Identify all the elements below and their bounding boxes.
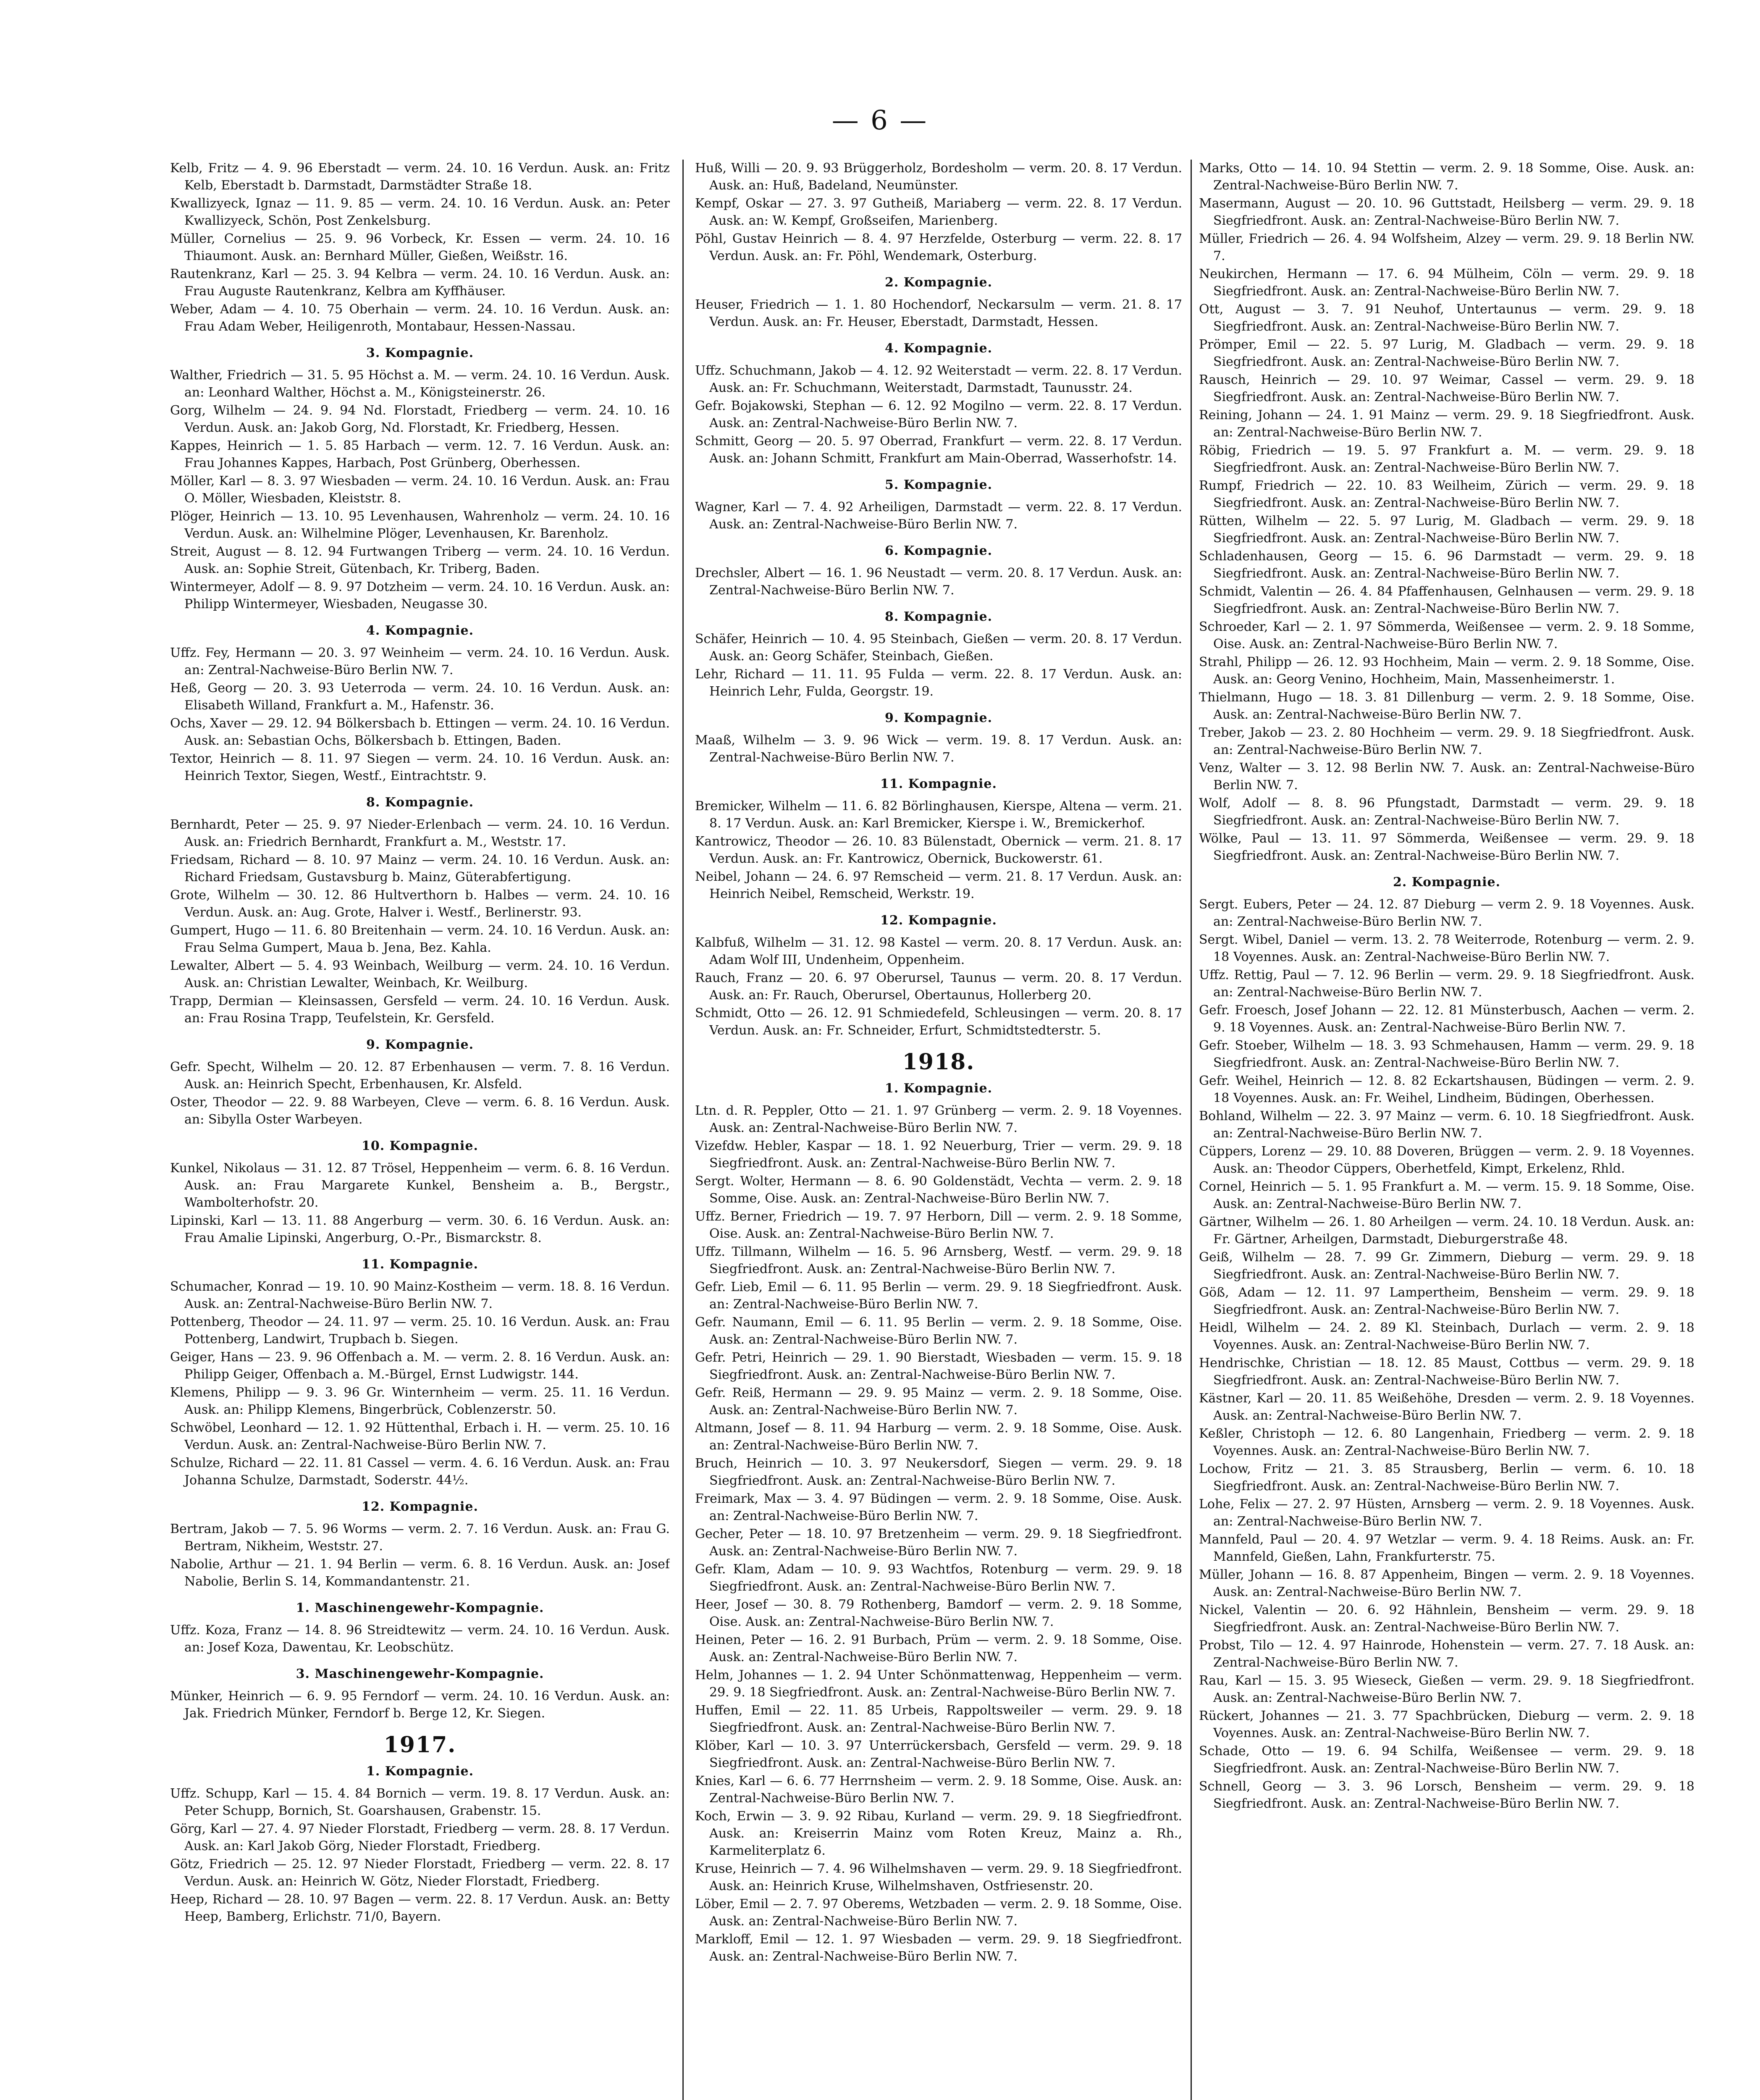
- year-heading: 1918.: [902, 1049, 975, 1075]
- company-heading: 4. Kompagnie.: [366, 623, 474, 638]
- company-heading: 10. Kompagnie.: [362, 1139, 478, 1153]
- page-number: — 6 —: [831, 105, 929, 136]
- roster-entry: Knies, Karl — 6. 6. 77 Herrnsheim — verm. 2. 9. 18 Somme, Oise. Ausk. an: Zentral-Nachweise-Büro Berlin NW. 7.: [695, 1774, 1182, 1806]
- roster-entry: Rauch, Franz — 20. 6. 97 Oberursel, Taunus — verm. 20. 8. 17 Verdun. Ausk. an: Fr. Rauch, Oberursel, Obertaunus, Hollerberg 20.: [695, 971, 1182, 1003]
- roster-entry: Gefr. Bojakowski, Stephan — 6. 12. 92 Mogilno — verm. 22. 8. 17 Verdun. Ausk. an: Zentral-Nachweise-Büro Berlin NW. 7.: [695, 399, 1182, 430]
- roster-entry: Bruch, Heinrich — 10. 3. 97 Neukersdorf, Siegen — verm. 29. 9. 18 Siegfriedfront. Ausk. an: Zentral-Nachweise-Büro Berlin NW. 7.: [695, 1456, 1182, 1488]
- company-heading: 8. Kompagnie.: [884, 609, 993, 624]
- roster-entry: Nabolie, Arthur — 21. 1. 94 Berlin — verm. 6. 8. 16 Verdun. Ausk. an: Josef Nabolie, Berlin S. 14, Kommandantenstr. 21.: [170, 1557, 670, 1589]
- roster-entry: Schmidt, Valentin — 26. 4. 84 Pfaffenhausen, Gelnhausen — verm. 29. 9. 18 Siegfriedfront. Ausk. an: Zentral-Nachweise-Büro Berlin NW. 7.: [1199, 584, 1694, 616]
- roster-entry: Oster, Theodor — 22. 9. 88 Warbeyen, Cleve — verm. 6. 8. 16 Verdun. Ausk. an: Sibylla Oster Warbeyen.: [170, 1095, 670, 1127]
- company-heading: 2. Kompagnie.: [884, 275, 993, 290]
- roster-entry: Gefr. Klam, Adam — 10. 9. 93 Wachtfos, Rotenburg — verm. 29. 9. 18 Siegfriedfront. Ausk. an: Zentral-Nachweise-Büro Berlin NW. 7.: [695, 1562, 1182, 1594]
- roster-entry: Probst, Tilo — 12. 4. 97 Hainrode, Hohenstein — verm. 27. 7. 18 Ausk. an: Zentral-Nachweise-Büro Berlin NW. 7.: [1199, 1638, 1694, 1670]
- roster-entry: Möller, Karl — 8. 3. 97 Wiesbaden — verm. 24. 10. 16 Verdun. Ausk. an: Frau O. Möller, Wiesbaden, Kleiststr. 8.: [170, 474, 670, 506]
- roster-entry: Friedsam, Richard — 8. 10. 97 Mainz — verm. 24. 10. 16 Verdun. Ausk. an: Richard Friedsam, Gustavsburg b. Mainz, Güterabfertigung.: [170, 853, 670, 885]
- roster-entry: Uffz. Koza, Franz — 14. 8. 96 Streidtewitz — verm. 24. 10. 16 Verdun. Ausk. an: Josef Koza, Dawentau, Kr. Leobschütz.: [170, 1623, 670, 1655]
- roster-entry: Gefr. Stoeber, Wilhelm — 18. 3. 93 Schmehausen, Hamm — verm. 29. 9. 18 Siegfriedfront. Ausk. an: Zentral-Nachweise-Büro Berlin NW. 7.: [1199, 1038, 1694, 1070]
- roster-entry: Grote, Wilhelm — 30. 12. 86 Hultverthorn b. Halbes — verm. 24. 10. 16 Verdun. Ausk. an: Aug. Grote, Halver i. Westf., Berlinerstr. 93.: [170, 888, 670, 920]
- roster-entry: Keßler, Christoph — 12. 6. 80 Langenhain, Friedberg — verm. 2. 9. 18 Voyennes. Ausk. an: Zentral-Nachweise-Büro Berlin NW. 7.: [1199, 1426, 1694, 1458]
- column-right: [1199, 160, 1694, 2100]
- roster-entry: Bernhardt, Peter — 25. 9. 97 Nieder-Erlenbach — verm. 24. 10. 16 Verdun. Ausk. an: Friedrich Bernhardt, Frankfurt a. M., Weststr. 17.: [170, 817, 670, 849]
- company-heading: 5. Kompagnie.: [884, 478, 993, 492]
- roster-entry: Hendrischke, Christian — 18. 12. 85 Maust, Cottbus — verm. 29. 9. 18 Siegfriedfront. Ausk. an: Zentral-Nachweise-Büro Berlin NW. 7.: [1199, 1356, 1694, 1388]
- company-heading: 1. Kompagnie.: [366, 1764, 474, 1779]
- roster-entry: Cüppers, Lorenz — 29. 10. 88 Doveren, Brüggen — verm. 2. 9. 18 Voyennes. Ausk. an: Theodor Cüppers, Oberhetfeld, Kimpt, Erkelenz, Rhld.: [1199, 1144, 1694, 1176]
- roster-entry: Kempf, Oskar — 27. 3. 97 Gutheiß, Mariaberg — verm. 22. 8. 17 Verdun. Ausk. an: W. Kempf, Großseifen, Marienberg.: [695, 196, 1182, 228]
- roster-entry: Bertram, Jakob — 7. 5. 96 Worms — verm. 2. 7. 16 Verdun. Ausk. an: Frau G. Bertram, Nikheim, Weststr. 27.: [170, 1522, 670, 1554]
- roster-entry: Klöber, Karl — 10. 3. 97 Unterrückersbach, Gersfeld — verm. 29. 9. 18 Siegfriedfront. Ausk. an: Zentral-Nachweise-Büro Berlin NW. 7.: [695, 1738, 1182, 1770]
- roster-entry: Kappes, Heinrich — 1. 5. 85 Harbach — verm. 12. 7. 16 Verdun. Ausk. an: Frau Johannes Kappes, Harbach, Post Grünberg, Oberhessen.: [170, 438, 670, 470]
- roster-entry: Sergt. Wolter, Hermann — 8. 6. 90 Goldenstädt, Vechta — verm. 2. 9. 18 Somme, Oise. Ausk. an: Zentral-Nachweise-Büro Berlin NW. 7.: [695, 1174, 1182, 1206]
- roster-entry: Heuser, Friedrich — 1. 1. 80 Hochendorf, Neckarsulm — verm. 21. 8. 17 Verdun. Ausk. an: Fr. Heuser, Eberstadt, Darmstadt, Hessen.: [695, 297, 1182, 329]
- roster-entry: Plöger, Heinrich — 13. 10. 95 Levenhausen, Wahrenholz — verm. 24. 10. 16 Verdun. Ausk. an: Wilhelmine Plöger, Levenhausen, Kr. Barenholz.: [170, 509, 670, 541]
- roster-entry: Freimark, Max — 3. 4. 97 Büdingen — verm. 2. 9. 18 Somme, Oise. Ausk. an: Zentral-Nachweise-Büro Berlin NW. 7.: [695, 1491, 1182, 1523]
- roster-entry: Streit, August — 8. 12. 94 Furtwangen Triberg — verm. 24. 10. 16 Verdun. Ausk. an: Sophie Streit, Gütenbach, Kr. Triberg, Baden.: [170, 544, 670, 576]
- roster-entry: Lehr, Richard — 11. 11. 95 Fulda — verm. 22. 8. 17 Verdun. Ausk. an: Heinrich Lehr, Fulda, Georgstr. 19.: [695, 667, 1182, 699]
- roster-entry: Gefr. Naumann, Emil — 6. 11. 95 Berlin — verm. 2. 9. 18 Somme, Oise. Ausk. an: Zentral-Nachweise-Büro Berlin NW. 7.: [695, 1315, 1182, 1347]
- roster-entry: Helm, Johannes — 1. 2. 94 Unter Schönmattenwag, Heppenheim — verm. 29. 9. 18 Siegfriedfront. Ausk. an: Zentral-Nachweise-Büro Berlin NW. 7.: [695, 1668, 1182, 1700]
- company-heading: 12. Kompagnie.: [880, 913, 997, 928]
- roster-entry: Gorg, Wilhelm — 24. 9. 94 Nd. Florstadt, Friedberg — verm. 24. 10. 16 Verdun. Ausk. an: Jakob Gorg, Nd. Florstadt, Kr. Friedberg, Hessen.: [170, 403, 670, 435]
- roster-entry: Pöhl, Gustav Heinrich — 8. 4. 97 Herzfelde, Osterburg — verm. 22. 8. 17 Verdun. Ausk. an: Fr. Pöhl, Wendemark, Osterburg.: [695, 231, 1182, 263]
- roster-entry: Gefr. Weihel, Heinrich — 12. 8. 82 Eckartshausen, Büdingen — verm. 2. 9. 18 Voyennes. Ausk. an: Fr. Weihel, Lindheim, Büdingen, Oberhessen.: [1199, 1074, 1694, 1105]
- roster-entry: Gärtner, Wilhelm — 26. 1. 80 Arheilgen — verm. 24. 10. 18 Verdun. Ausk. an: Fr. Gärtner, Arheilgen, Darmstadt, Dieburgerstraße 48.: [1199, 1215, 1694, 1247]
- roster-entry: Geiß, Wilhelm — 28. 7. 99 Gr. Zimmern, Dieburg — verm. 29. 9. 18 Siegfriedfront. Ausk. an: Zentral-Nachweise-Büro Berlin NW. 7.: [1199, 1250, 1694, 1282]
- roster-entry: Schmidt, Otto — 26. 12. 91 Schmiedefeld, Schleusingen — verm. 20. 8. 17 Verdun. Ausk. an: Fr. Schneider, Erfurt, Schmidtstedterstr. 5.: [695, 1006, 1182, 1038]
- roster-entry: Müller, Cornelius — 25. 9. 96 Vorbeck, Kr. Essen — verm. 24. 10. 16 Thiaumont. Ausk. an: Bernhard Müller, Gießen, Weißstr. 16.: [170, 231, 670, 263]
- column-left: [170, 160, 670, 2100]
- roster-entry: Heer, Josef — 30. 8. 79 Rothenberg, Bamdorf — verm. 2. 9. 18 Somme, Oise. Ausk. an: Zentral-Nachweise-Büro Berlin NW. 7.: [695, 1597, 1182, 1629]
- column-middle: [695, 160, 1182, 2100]
- company-heading: 1. Maschinengewehr-Kompagnie.: [296, 1601, 544, 1615]
- roster-entry: Ochs, Xaver — 29. 12. 94 Bölkersbach b. Ettingen — verm. 24. 10. 16 Verdun. Ausk. an: Sebastian Ochs, Bölkersbach b. Ettingen, Baden.: [170, 716, 670, 748]
- roster-entry: Gefr. Petri, Heinrich — 29. 1. 90 Bierstadt, Wiesbaden — verm. 15. 9. 18 Siegfriedfront. Ausk. an: Zentral-Nachweise-Büro Berlin NW. 7.: [695, 1350, 1182, 1382]
- roster-entry: Lochow, Fritz — 21. 3. 85 Strausberg, Berlin — verm. 6. 10. 18 Siegfriedfront. Ausk. an: Zentral-Nachweise-Büro Berlin NW. 7.: [1199, 1462, 1694, 1494]
- roster-entry: Klemens, Philipp — 9. 3. 96 Gr. Winternheim — verm. 25. 11. 16 Verdun. Ausk. an: Philipp Klemens, Bingerbrück, Coblenzerstr. 50.: [170, 1385, 670, 1417]
- roster-entry: Walther, Friedrich — 31. 5. 95 Höchst a. M. — verm. 24. 10. 16 Verdun. Ausk. an: Leonhard Walther, Höchst a. M., Königsteinerstr. 26.: [170, 368, 670, 400]
- roster-entry: Heinen, Peter — 16. 2. 91 Burbach, Prüm — verm. 2. 9. 18 Somme, Oise. Ausk. an: Zentral-Nachweise-Büro Berlin NW. 7.: [695, 1633, 1182, 1664]
- roster-entry: Vizefdw. Hebler, Kaspar — 18. 1. 92 Neuerburg, Trier — verm. 29. 9. 18 Siegfriedfront. Ausk. an: Zentral-Nachweise-Büro Berlin NW. 7.: [695, 1139, 1182, 1171]
- roster-entry: Gefr. Froesch, Josef Johann — 22. 12. 81 Münsterbusch, Aachen — verm. 2. 9. 18 Voyennes. Ausk. an: Zentral-Nachweise-Büro Berlin NW. 7.: [1199, 1003, 1694, 1035]
- roster-entry: Ltn. d. R. Peppler, Otto — 21. 1. 97 Grünberg — verm. 2. 9. 18 Voyennes. Ausk. an: Zentral-Nachweise-Büro Berlin NW. 7.: [695, 1103, 1182, 1135]
- roster-entry: Markloff, Emil — 12. 1. 97 Wiesbaden — verm. 29. 9. 18 Siegfriedfront. Ausk. an: Zentral-Nachweise-Büro Berlin NW. 7.: [695, 1932, 1182, 1964]
- roster-entry: Münker, Heinrich — 6. 9. 95 Ferndorf — verm. 24. 10. 16 Verdun. Ausk. an: Jak. Friedrich Münker, Ferndorf b. Berge 12, Kr. Siegen.: [170, 1689, 670, 1721]
- roster-entry: Huß, Willi — 20. 9. 93 Brüggerholz, Bordesholm — verm. 20. 8. 17 Verdun. Ausk. an: Huß, Badeland, Neumünster.: [695, 161, 1182, 193]
- column-divider: [682, 160, 684, 2100]
- roster-entry: Sergt. Eubers, Peter — 24. 12. 87 Dieburg — verm 2. 9. 18 Voyennes. Ausk. an: Zentral-Nachweise-Büro Berlin NW. 7.: [1199, 897, 1694, 929]
- roster-entry: Drechsler, Albert — 16. 1. 96 Neustadt — verm. 20. 8. 17 Verdun. Ausk. an: Zentral-Nachweise-Büro Berlin NW. 7.: [695, 566, 1182, 598]
- roster-entry: Koch, Erwin — 3. 9. 92 Ribau, Kurland — verm. 29. 9. 18 Siegfriedfront. Ausk. an: Kreiserrin Mainz vom Roten Kreuz, Mainz a. Rh., Karmeliterplatz 6.: [695, 1809, 1182, 1858]
- roster-entry: Wolf, Adolf — 8. 8. 96 Pfungstadt, Darmstadt — verm. 29. 9. 18 Siegfriedfront. Ausk. an: Zentral-Nachweise-Büro Berlin NW. 7.: [1199, 796, 1694, 828]
- roster-entry: Maaß, Wilhelm — 3. 9. 96 Wick — verm. 19. 8. 17 Verdun. Ausk. an: Zentral-Nachweise-Büro Berlin NW. 7.: [695, 733, 1182, 765]
- roster-entry: Heidl, Wilhelm — 24. 2. 89 Kl. Steinbach, Durlach — verm. 2. 9. 18 Voyennes. Ausk. an: Zentral-Nachweise-Büro Berlin NW. 7.: [1199, 1320, 1694, 1352]
- roster-entry: Müller, Friedrich — 26. 4. 94 Wolfsheim, Alzey — verm. 29. 9. 18 Berlin NW. 7.: [1199, 231, 1694, 263]
- company-heading: 1. Kompagnie.: [884, 1081, 993, 1096]
- roster-entry: Uffz. Schuchmann, Jakob — 4. 12. 92 Weiterstadt — verm. 22. 8. 17 Verdun. Ausk. an: Fr. Schuchmann, Weiterstadt, Darmstadt, Taunusstr. 24.: [695, 363, 1182, 395]
- company-heading: 8. Kompagnie.: [366, 795, 474, 810]
- roster-entry: Huffen, Emil — 22. 11. 85 Urbeis, Rappoltsweiler — verm. 29. 9. 18 Siegfriedfront. Ausk. an: Zentral-Nachweise-Büro Berlin NW. 7.: [695, 1703, 1182, 1735]
- roster-entry: Schade, Otto — 19. 6. 94 Schilfa, Weißensee — verm. 29. 9. 18 Siegfriedfront. Ausk. an: Zentral-Nachweise-Büro Berlin NW. 7.: [1199, 1744, 1694, 1776]
- roster-entry: Reining, Johann — 24. 1. 91 Mainz — verm. 29. 9. 18 Siegfriedfront. Ausk. an: Zentral-Nachweise-Büro Berlin NW. 7.: [1199, 408, 1694, 440]
- roster-entry: Schäfer, Heinrich — 10. 4. 95 Steinbach, Gießen — verm. 20. 8. 17 Verdun. Ausk. an: Georg Schäfer, Steinbach, Gießen.: [695, 632, 1182, 664]
- roster-entry: Gecher, Peter — 18. 10. 97 Bretzenheim — verm. 29. 9. 18 Siegfriedfront. Ausk. an: Zentral-Nachweise-Büro Berlin NW. 7.: [695, 1527, 1182, 1559]
- company-heading: 12. Kompagnie.: [362, 1499, 478, 1514]
- company-heading: 9. Kompagnie.: [884, 711, 993, 725]
- roster-entry: Masermann, August — 20. 10. 96 Guttstadt, Heilsberg — verm. 29. 9. 18 Siegfriedfront. Ausk. an: Zentral-Nachweise-Büro Berlin NW. 7.: [1199, 196, 1694, 228]
- roster-entry: Uffz. Tillmann, Wilhelm — 16. 5. 96 Arnsberg, Westf. — verm. 29. 9. 18 Siegfriedfront. Ausk. an: Zentral-Nachweise-Büro Berlin NW. 7.: [695, 1244, 1182, 1276]
- roster-entry: Heep, Richard — 28. 10. 97 Bagen — verm. 22. 8. 17 Verdun. Ausk. an: Betty Heep, Bamberg, Erlichstr. 71/0, Bayern.: [170, 1892, 670, 1924]
- company-heading: 11. Kompagnie.: [880, 777, 997, 791]
- roster-entry: Löber, Emil — 2. 7. 97 Oberems, Wetzbaden — verm. 2. 9. 18 Somme, Oise. Ausk. an: Zentral-Nachweise-Büro Berlin NW. 7.: [695, 1897, 1182, 1929]
- roster-entry: Cornel, Heinrich — 5. 1. 95 Frankfurt a. M. — verm. 15. 9. 18 Somme, Oise. Ausk. an: Zentral-Nachweise-Büro Berlin NW. 7.: [1199, 1179, 1694, 1211]
- company-heading: 11. Kompagnie.: [362, 1257, 478, 1272]
- roster-entry: Götz, Friedrich — 25. 12. 97 Nieder Florstadt, Friedberg — verm. 22. 8. 17 Verdun. Ausk. an: Heinrich W. Götz, Nieder Florstadt, Friedberg.: [170, 1857, 670, 1889]
- roster-entry: Schmitt, Georg — 20. 5. 97 Oberrad, Frankfurt — verm. 22. 8. 17 Verdun. Ausk. an: Johann Schmitt, Frankfurt am Main-Oberrad, Wasserhofstr. 14.: [695, 434, 1182, 466]
- roster-entry: Rausch, Heinrich — 29. 10. 97 Weimar, Cassel — verm. 29. 9. 18 Siegfriedfront. Ausk. an: Zentral-Nachweise-Büro Berlin NW. 7.: [1199, 373, 1694, 404]
- roster-entry: Uffz. Fey, Hermann — 20. 3. 97 Weinheim — verm. 24. 10. 16 Verdun. Ausk. an: Zentral-Nachweise-Büro Berlin NW. 7.: [170, 646, 670, 677]
- roster-entry: Schnell, Georg — 3. 3. 96 Lorsch, Bensheim — verm. 29. 9. 18 Siegfriedfront. Ausk. an: Zentral-Nachweise-Büro Berlin NW. 7.: [1199, 1779, 1694, 1811]
- roster-entry: Görg, Karl — 27. 4. 97 Nieder Florstadt, Friedberg — verm. 28. 8. 17 Verdun. Ausk. an: Karl Jakob Görg, Nieder Florstadt, Friedberg.: [170, 1822, 670, 1853]
- roster-entry: Schumacher, Konrad — 19. 10. 90 Mainz-Kostheim — verm. 18. 8. 16 Verdun. Ausk. an: Zentral-Nachweise-Büro Berlin NW. 7.: [170, 1279, 670, 1311]
- roster-entry: Schulze, Richard — 22. 11. 81 Cassel — verm. 4. 6. 16 Verdun. Ausk. an: Frau Johanna Schulze, Darmstadt, Soderstr. 44½.: [170, 1456, 670, 1488]
- company-heading: 4. Kompagnie.: [884, 341, 993, 356]
- roster-entry: Wölke, Paul — 13. 11. 97 Sömmerda, Weißensee — verm. 29. 9. 18 Siegfriedfront. Ausk. an: Zentral-Nachweise-Büro Berlin NW. 7.: [1199, 831, 1694, 863]
- roster-entry: Sergt. Wibel, Daniel — verm. 13. 2. 78 Weiterrode, Rotenburg — verm. 2. 9. 18 Voyennes. Ausk. an: Zentral-Nachweise-Büro Berlin NW. 7.: [1199, 932, 1694, 964]
- roster-entry: Neukirchen, Hermann — 17. 6. 94 Mülheim, Cöln — verm. 29. 9. 18 Siegfriedfront. Ausk. an: Zentral-Nachweise-Büro Berlin NW. 7.: [1199, 267, 1694, 299]
- roster-entry: Altmann, Josef — 8. 11. 94 Harburg — verm. 2. 9. 18 Somme, Oise. Ausk. an: Zentral-Nachweise-Büro Berlin NW. 7.: [695, 1421, 1182, 1453]
- roster-entry: Trapp, Dermian — Kleinsassen, Gersfeld — verm. 24. 10. 16 Verdun. Ausk. an: Frau Rosina Trapp, Teufelstein, Kr. Gersfeld.: [170, 994, 670, 1026]
- roster-entry: Lohe, Felix — 27. 2. 97 Hüsten, Arnsberg — verm. 2. 9. 18 Voyennes. Ausk. an: Zentral-Nachweise-Büro Berlin NW. 7.: [1199, 1497, 1694, 1529]
- roster-entry: Gumpert, Hugo — 11. 6. 80 Breitenhain — verm. 24. 10. 16 Verdun. Ausk. an: Frau Selma Gumpert, Maua b. Jena, Bez. Kahla.: [170, 923, 670, 955]
- roster-entry: Gefr. Reiß, Hermann — 29. 9. 95 Mainz — verm. 2. 9. 18 Somme, Oise. Ausk. an: Zentral-Nachweise-Büro Berlin NW. 7.: [695, 1386, 1182, 1418]
- roster-entry: Pottenberg, Theodor — 24. 11. 97 — verm. 25. 10. 16 Verdun. Ausk. an: Frau Pottenberg, Landwirt, Trupbach b. Siegen.: [170, 1315, 670, 1347]
- roster-entry: Wagner, Karl — 7. 4. 92 Arheiligen, Darmstadt — verm. 22. 8. 17 Verdun. Ausk. an: Zentral-Nachweise-Büro Berlin NW. 7.: [695, 500, 1182, 532]
- roster-entry: Schladenhausen, Georg — 15. 6. 96 Darmstadt — verm. 29. 9. 18 Siegfriedfront. Ausk. an: Zentral-Nachweise-Büro Berlin NW. 7.: [1199, 549, 1694, 581]
- roster-entry: Neibel, Johann — 24. 6. 97 Remscheid — verm. 21. 8. 17 Verdun. Ausk. an: Heinrich Neibel, Remscheid, Werkstr. 19.: [695, 869, 1182, 901]
- roster-entry: Thielmann, Hugo — 18. 3. 81 Dillenburg — verm. 2. 9. 18 Somme, Oise. Ausk. an: Zentral-Nachweise-Büro Berlin NW. 7.: [1199, 690, 1694, 722]
- roster-entry: Kästner, Karl — 20. 11. 85 Weißehöhe, Dresden — verm. 2. 9. 18 Voyennes. Ausk. an: Zentral-Nachweise-Büro Berlin NW. 7.: [1199, 1391, 1694, 1423]
- roster-entry: Rumpf, Friedrich — 22. 10. 83 Weilheim, Zürich — verm. 29. 9. 18 Siegfriedfront. Ausk. an: Zentral-Nachweise-Büro Berlin NW. 7.: [1199, 478, 1694, 510]
- roster-entry: Heß, Georg — 20. 3. 93 Ueterroda — verm. 24. 10. 16 Verdun. Ausk. an: Elisabeth Willand, Frankfurt a. M., Hafenstr. 36.: [170, 681, 670, 713]
- roster-entry: Kruse, Heinrich — 7. 4. 96 Wilhelmshaven — verm. 29. 9. 18 Siegfriedfront. Ausk. an: Heinrich Kruse, Wilhelmshaven, Ostfriesenstr. 20.: [695, 1861, 1182, 1893]
- roster-entry: Marks, Otto — 14. 10. 94 Stettin — verm. 2. 9. 18 Somme, Oise. Ausk. an: Zentral-Nachweise-Büro Berlin NW. 7.: [1199, 161, 1694, 193]
- roster-entry: Kantrowicz, Theodor — 26. 10. 83 Bülenstadt, Obernick — verm. 21. 8. 17 Verdun. Ausk. an: Fr. Kantrowicz, Obernick, Buckowerstr. 61.: [695, 834, 1182, 866]
- roster-entry: Kwallizyeck, Ignaz — 11. 9. 85 — verm. 24. 10. 16 Verdun. Ausk. an: Peter Kwallizyeck, Schön, Post Zenkelsburg.: [170, 196, 670, 228]
- column-divider: [1191, 160, 1192, 2100]
- roster-entry: Uffz. Rettig, Paul — 7. 12. 96 Berlin — verm. 29. 9. 18 Siegfriedfront. Ausk. an: Zentral-Nachweise-Büro Berlin NW. 7.: [1199, 968, 1694, 1000]
- roster-entry: Schroeder, Karl — 2. 1. 97 Sömmerda, Weißensee — verm. 2. 9. 18 Somme, Oise. Ausk. an: Zentral-Nachweise-Büro Berlin NW. 7.: [1199, 620, 1694, 651]
- company-heading: 3. Maschinengewehr-Kompagnie.: [296, 1667, 544, 1681]
- roster-entry: Uffz. Berner, Friedrich — 19. 7. 97 Herborn, Dill — verm. 2. 9. 18 Somme, Oise. Ausk. an: Zentral-Nachweise-Büro Berlin NW. 7.: [695, 1209, 1182, 1241]
- year-heading: 1917.: [383, 1732, 456, 1758]
- roster-entry: Gefr. Lieb, Emil — 6. 11. 95 Berlin — verm. 29. 9. 18 Siegfriedfront. Ausk. an: Zentral-Nachweise-Büro Berlin NW. 7.: [695, 1280, 1182, 1312]
- roster-entry: Gefr. Specht, Wilhelm — 20. 12. 87 Erbenhausen — verm. 7. 8. 16 Verdun. Ausk. an: Heinrich Specht, Erbenhausen, Kr. Alsfeld.: [170, 1060, 670, 1092]
- roster-entry: Lewalter, Albert — 5. 4. 93 Weinbach, Weilburg — verm. 24. 10. 16 Verdun. Ausk. an: Christian Lewalter, Weinbach, Kr. Weilburg.: [170, 958, 670, 990]
- roster-entry: Geiger, Hans — 23. 9. 96 Offenbach a. M. — verm. 2. 8. 16 Verdun. Ausk. an: Philipp Geiger, Offenbach a. M.-Bürgel, Ernst Ludwigstr. 144.: [170, 1350, 670, 1382]
- company-heading: 6. Kompagnie.: [884, 543, 993, 558]
- roster-entry: Röbig, Friedrich — 19. 5. 97 Frankfurt a. M. — verm. 29. 9. 18 Siegfriedfront. Ausk. an: Zentral-Nachweise-Büro Berlin NW. 7.: [1199, 443, 1694, 475]
- company-heading: 2. Kompagnie.: [1393, 875, 1501, 890]
- roster-entry: Rautenkranz, Karl — 25. 3. 94 Kelbra — verm. 24. 10. 16 Verdun. Ausk. an: Frau Auguste Rautenkranz, Kelbra am Kyffhäuser.: [170, 267, 670, 299]
- roster-entry: Bohland, Wilhelm — 22. 3. 97 Mainz — verm. 6. 10. 18 Siegfriedfront. Ausk. an: Zentral-Nachweise-Büro Berlin NW. 7.: [1199, 1109, 1694, 1141]
- roster-entry: Rütten, Wilhelm — 22. 5. 97 Lurig, M. Gladbach — verm. 29. 9. 18 Siegfriedfront. Ausk. an: Zentral-Nachweise-Büro Berlin NW. 7.: [1199, 514, 1694, 546]
- roster-entry: Nickel, Valentin — 20. 6. 92 Hähnlein, Bensheim — verm. 29. 9. 18 Siegfriedfront. Ausk. an: Zentral-Nachweise-Büro Berlin NW. 7.: [1199, 1603, 1694, 1635]
- roster-entry: Textor, Heinrich — 8. 11. 97 Siegen — verm. 24. 10. 16 Verdun. Ausk. an: Heinrich Textor, Siegen, Westf., Eintrachtstr. 9.: [170, 751, 670, 783]
- roster-entry: Bremicker, Wilhelm — 11. 6. 82 Börlinghausen, Kierspe, Altena — verm. 21. 8. 17 Verdun. Ausk. an: Karl Bremicker, Kierspe i. W., Bremickerhof.: [695, 799, 1182, 831]
- roster-entry: Wintermeyer, Adolf — 8. 9. 97 Dotzheim — verm. 24. 10. 16 Verdun. Ausk. an: Philipp Wintermeyer, Wiesbaden, Neugasse 30.: [170, 580, 670, 612]
- roster-entry: Göß, Adam — 12. 11. 97 Lampertheim, Bensheim — verm. 29. 9. 18 Siegfriedfront. Ausk. an: Zentral-Nachweise-Büro Berlin NW. 7.: [1199, 1285, 1694, 1317]
- roster-entry: Treber, Jakob — 23. 2. 80 Hochheim — verm. 29. 9. 18 Siegfriedfront. Ausk. an: Zentral-Nachweise-Büro Berlin NW. 7.: [1199, 725, 1694, 757]
- company-heading: 3. Kompagnie.: [366, 346, 474, 360]
- roster-entry: Ott, August — 3. 7. 91 Neuhof, Untertaunus — verm. 29. 9. 18 Siegfriedfront. Ausk. an: Zentral-Nachweise-Büro Berlin NW. 7.: [1199, 302, 1694, 334]
- roster-entry: Uffz. Schupp, Karl — 15. 4. 84 Bornich — verm. 19. 8. 17 Verdun. Ausk. an: Peter Schupp, Bornich, St. Goarshausen, Grabenstr. 15.: [170, 1786, 670, 1818]
- company-heading: 9. Kompagnie.: [366, 1037, 474, 1052]
- roster-entry: Kunkel, Nikolaus — 31. 12. 87 Trösel, Heppenheim — verm. 6. 8. 16 Verdun. Ausk. an: Frau Margarete Kunkel, Bensheim a. B., Bergstr., Wambolterhofstr. 20.: [170, 1161, 670, 1210]
- roster-entry: Lipinski, Karl — 13. 11. 88 Angerburg — verm. 30. 6. 16 Verdun. Ausk. an: Frau Amalie Lipinski, Angerburg, O.-Pr., Bismarckstr. 8.: [170, 1213, 670, 1245]
- roster-entry: Strahl, Philipp — 26. 12. 93 Hochheim, Main — verm. 2. 9. 18 Somme, Oise. Ausk. an: Georg Venino, Hochheim, Main, Massenheimerstr. 1.: [1199, 655, 1694, 687]
- roster-entry: Kelb, Fritz — 4. 9. 96 Eberstadt — verm. 24. 10. 16 Verdun. Ausk. an: Fritz Kelb, Eberstadt b. Darmstadt, Darmstädter Straße 18.: [170, 161, 670, 193]
- roster-entry: Rückert, Johannes — 21. 3. 77 Spachbrücken, Dieburg — verm. 2. 9. 18 Voyennes. Ausk. an: Zentral-Nachweise-Büro Berlin NW. 7.: [1199, 1709, 1694, 1740]
- roster-entry: Prömper, Emil — 22. 5. 97 Lurig, M. Gladbach — verm. 29. 9. 18 Siegfriedfront. Ausk. an: Zentral-Nachweise-Büro Berlin NW. 7.: [1199, 337, 1694, 369]
- roster-entry: Schwöbel, Leonhard — 12. 1. 92 Hüttenthal, Erbach i. H. — verm. 25. 10. 16 Verdun. Ausk. an: Zentral-Nachweise-Büro Berlin NW. 7.: [170, 1420, 670, 1452]
- roster-entry: Rau, Karl — 15. 3. 95 Wieseck, Gießen — verm. 29. 9. 18 Siegfriedfront. Ausk. an: Zentral-Nachweise-Büro Berlin NW. 7.: [1199, 1673, 1694, 1705]
- roster-entry: Venz, Walter — 3. 12. 98 Berlin NW. 7. Ausk. an: Zentral-Nachweise-Büro Berlin NW. 7.: [1199, 761, 1694, 793]
- roster-entry: Kalbfuß, Wilhelm — 31. 12. 98 Kastel — verm. 20. 8. 17 Verdun. Ausk. an: Adam Wolf III, Undenheim, Oppenheim.: [695, 935, 1182, 967]
- roster-entry: Müller, Johann — 16. 8. 87 Appenheim, Bingen — verm. 2. 9. 18 Voyennes. Ausk. an: Zentral-Nachweise-Büro Berlin NW. 7.: [1199, 1567, 1694, 1599]
- roster-entry: Mannfeld, Paul — 20. 4. 97 Wetzlar — verm. 9. 4. 18 Reims. Ausk. an: Fr. Mannfeld, Gießen, Lahn, Frankfurterstr. 75.: [1199, 1532, 1694, 1564]
- roster-entry: Weber, Adam — 4. 10. 75 Oberhain — verm. 24. 10. 16 Verdun. Ausk. an: Frau Adam Weber, Heiligenroth, Montabaur, Hessen-Nassau.: [170, 302, 670, 334]
